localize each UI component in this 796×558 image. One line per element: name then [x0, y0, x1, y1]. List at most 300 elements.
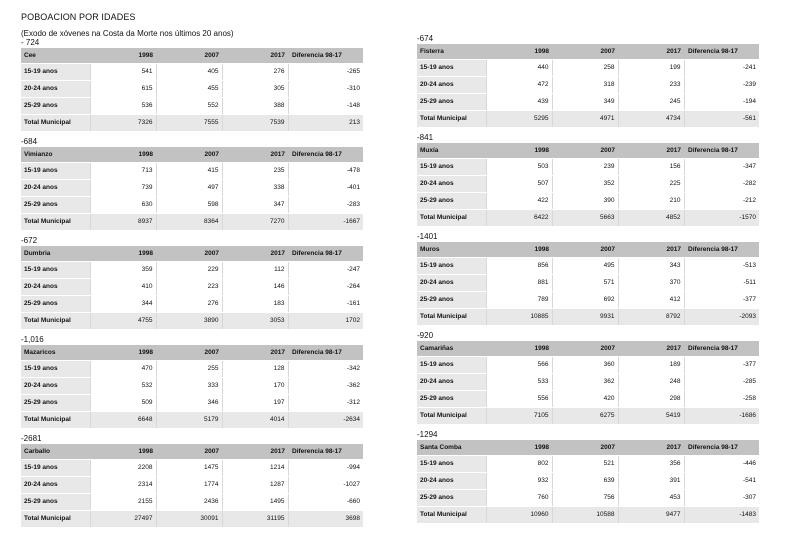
table-row: [417, 257, 759, 274]
table-cell: 7326: [90, 114, 156, 131]
column-header: 2017: [222, 48, 288, 63]
row-label: Total Municipal: [21, 510, 90, 527]
row-label: 20-24 anos: [21, 377, 90, 394]
table-cell: 4755: [90, 312, 156, 329]
table-row: [21, 80, 363, 97]
row-label: 15-19 anos: [417, 257, 486, 274]
table-cell: 455: [156, 80, 222, 97]
table-header-row: [21, 444, 363, 459]
table-cell: 213: [288, 114, 363, 131]
table-cell: 390: [552, 192, 618, 209]
table-cell: 692: [552, 291, 618, 308]
column-header: 2007: [156, 147, 222, 162]
table-cell: -446: [684, 455, 759, 472]
age-table: [21, 48, 363, 132]
table-header-row: [21, 345, 363, 360]
table-row: [21, 476, 363, 493]
table-row: [417, 472, 759, 489]
row-label: 20-24 anos: [21, 278, 90, 295]
table-cell: 756: [552, 489, 618, 506]
table-cell: 8364: [156, 213, 222, 230]
table-row: [21, 213, 363, 230]
table-cell: 3890: [156, 312, 222, 329]
municipality-name: Carballo: [21, 444, 90, 459]
table-cell: -342: [288, 360, 363, 377]
table-row: [417, 110, 759, 127]
municipality-block: [21, 236, 363, 330]
table-cell: 6275: [552, 407, 618, 424]
municipality-block: [417, 430, 759, 524]
table-cell: 31195: [222, 510, 288, 527]
table-cell: -312: [288, 394, 363, 411]
table-cell: 2314: [90, 476, 156, 493]
table-cell: -511: [684, 274, 759, 291]
table-cell: 352: [552, 175, 618, 192]
population-change: -672: [21, 236, 38, 245]
column-header: Diferencia 98-17: [288, 444, 363, 459]
table-cell: 4734: [618, 110, 684, 127]
column-header: 2007: [552, 242, 618, 257]
table-row: [21, 459, 363, 476]
table-cell: 536: [90, 97, 156, 114]
table-cell: 233: [618, 76, 684, 93]
column-header: 2017: [618, 44, 684, 59]
population-change: -920: [417, 331, 434, 340]
table-row: [417, 455, 759, 472]
table-header-row: [417, 242, 759, 257]
table-row: [417, 356, 759, 373]
table-row: [21, 261, 363, 278]
table-cell: 7105: [486, 407, 552, 424]
table-cell: -377: [684, 356, 759, 373]
table-row: [417, 274, 759, 291]
column-header: 1998: [486, 341, 552, 356]
table-row: [417, 291, 759, 308]
table-cell: 4852: [618, 209, 684, 226]
table-row: [21, 394, 363, 411]
table-cell: -264: [288, 278, 363, 295]
table-cell: 3698: [288, 510, 363, 527]
table-cell: 3053: [222, 312, 288, 329]
table-cell: 276: [222, 63, 288, 80]
column-header: 2017: [222, 246, 288, 261]
table-cell: 388: [222, 97, 288, 114]
column-header: 2017: [222, 147, 288, 162]
table-cell: 170: [222, 377, 288, 394]
column-header: 2017: [618, 341, 684, 356]
table-cell: 405: [156, 63, 222, 80]
row-label: 25-29 anos: [417, 192, 486, 209]
row-label: 20-24 anos: [21, 476, 90, 493]
row-label: 25-29 anos: [21, 196, 90, 213]
table-row: [417, 489, 759, 506]
table-row: [417, 209, 759, 226]
column-header: 2017: [222, 444, 288, 459]
table-cell: 30091: [156, 510, 222, 527]
table-cell: 245: [618, 93, 684, 110]
table-cell: 338: [222, 179, 288, 196]
table-cell: -307: [684, 489, 759, 506]
row-label: Total Municipal: [417, 407, 486, 424]
table-cell: -241: [684, 59, 759, 76]
row-label: 25-29 anos: [417, 93, 486, 110]
table-cell: -285: [684, 373, 759, 390]
row-label: 15-19 anos: [417, 356, 486, 373]
table-row: [21, 360, 363, 377]
municipality-name: Mazaricos: [21, 345, 90, 360]
table-cell: 760: [486, 489, 552, 506]
table-row: [417, 407, 759, 424]
population-change: -1294: [417, 430, 438, 439]
row-label: 15-19 anos: [21, 261, 90, 278]
table-cell: 318: [552, 76, 618, 93]
table-cell: 210: [618, 192, 684, 209]
table-cell: 370: [618, 274, 684, 291]
age-table: [21, 444, 363, 528]
table-cell: 410: [90, 278, 156, 295]
table-cell: 305: [222, 80, 288, 97]
table-cell: -161: [288, 295, 363, 312]
population-change: -2681: [21, 434, 42, 443]
table-cell: 598: [156, 196, 222, 213]
table-row: [417, 308, 759, 325]
municipality-block: [417, 331, 759, 425]
table-cell: -1667: [288, 213, 363, 230]
table-cell: 739: [90, 179, 156, 196]
table-cell: 420: [552, 390, 618, 407]
column-header: 2017: [618, 242, 684, 257]
table-cell: 556: [486, 390, 552, 407]
table-cell: 391: [618, 472, 684, 489]
table-cell: -541: [684, 472, 759, 489]
table-cell: 533: [486, 373, 552, 390]
table-cell: 856: [486, 257, 552, 274]
row-label: Total Municipal: [417, 110, 486, 127]
row-label: 15-19 anos: [417, 455, 486, 472]
column-header: 2007: [552, 341, 618, 356]
municipality-name: Muros: [417, 242, 486, 257]
table-cell: 343: [618, 257, 684, 274]
table-cell: 532: [90, 377, 156, 394]
table-row: [417, 93, 759, 110]
table-cell: 713: [90, 162, 156, 179]
row-label: Total Municipal: [21, 411, 90, 428]
municipality-block: [21, 335, 363, 429]
table-cell: 6422: [486, 209, 552, 226]
table-cell: 197: [222, 394, 288, 411]
municipality-block: [21, 137, 363, 231]
table-header-row: [417, 440, 759, 455]
table-cell: 1214: [222, 459, 288, 476]
population-change: -684: [21, 137, 38, 146]
table-cell: 2208: [90, 459, 156, 476]
table-cell: -377: [684, 291, 759, 308]
row-label: 15-19 anos: [21, 360, 90, 377]
table-header-row: [21, 147, 363, 162]
table-row: [21, 179, 363, 196]
column-header: 1998: [90, 444, 156, 459]
row-label: 25-29 anos: [21, 493, 90, 510]
age-table: [417, 242, 759, 326]
row-label: 15-19 anos: [417, 158, 486, 175]
column-header: Diferencia 98-17: [288, 246, 363, 261]
age-table: [417, 341, 759, 425]
column-header: 2007: [552, 440, 618, 455]
table-cell: 356: [618, 455, 684, 472]
column-header: 2007: [552, 44, 618, 59]
table-cell: -282: [684, 175, 759, 192]
table-cell: 183: [222, 295, 288, 312]
column-header: 1998: [90, 345, 156, 360]
column-header: 1998: [90, 48, 156, 63]
row-label: 20-24 anos: [417, 76, 486, 93]
table-cell: 412: [618, 291, 684, 308]
row-label: 25-29 anos: [21, 295, 90, 312]
table-row: [21, 411, 363, 428]
municipality-block: [21, 434, 363, 528]
table-cell: 5179: [156, 411, 222, 428]
table-row: [21, 493, 363, 510]
table-cell: 541: [90, 63, 156, 80]
table-header-row: [417, 44, 759, 59]
page-subtitle: (Exodo de xóvenes na Costa da Morte nos últimos 20 anos): [21, 29, 234, 38]
column-header: Diferencia 98-17: [288, 147, 363, 162]
column-header: 2017: [222, 345, 288, 360]
population-change: -1401: [417, 232, 438, 241]
table-cell: -194: [684, 93, 759, 110]
table-cell: 4971: [552, 110, 618, 127]
table-cell: -994: [288, 459, 363, 476]
table-row: [417, 158, 759, 175]
table-cell: -265: [288, 63, 363, 80]
table-cell: 7555: [156, 114, 222, 131]
municipality-name: Vimianzo: [21, 147, 90, 162]
column-header: Diferencia 98-17: [684, 143, 759, 158]
population-change: -674: [417, 34, 434, 43]
age-table: [21, 246, 363, 330]
table-header-row: [21, 48, 363, 63]
table-cell: 298: [618, 390, 684, 407]
table-cell: -247: [288, 261, 363, 278]
table-row: [417, 175, 759, 192]
table-cell: 802: [486, 455, 552, 472]
table-cell: 8792: [618, 308, 684, 325]
table-cell: -2093: [684, 308, 759, 325]
table-cell: 146: [222, 278, 288, 295]
municipality-block: [417, 133, 759, 227]
table-cell: 5295: [486, 110, 552, 127]
table-cell: 439: [486, 93, 552, 110]
table-cell: -1027: [288, 476, 363, 493]
column-header: 1998: [486, 440, 552, 455]
row-label: 25-29 anos: [21, 394, 90, 411]
row-label: 25-29 anos: [417, 291, 486, 308]
table-cell: 8937: [90, 213, 156, 230]
table-cell: 453: [618, 489, 684, 506]
table-row: [417, 506, 759, 523]
table-cell: 360: [552, 356, 618, 373]
table-cell: 225: [618, 175, 684, 192]
table-cell: 932: [486, 472, 552, 489]
table-cell: 5419: [618, 407, 684, 424]
table-cell: 235: [222, 162, 288, 179]
row-label: Total Municipal: [21, 114, 90, 131]
row-label: Total Municipal: [417, 308, 486, 325]
row-label: 25-29 anos: [417, 489, 486, 506]
table-cell: 495: [552, 257, 618, 274]
table-cell: -1570: [684, 209, 759, 226]
row-label: 20-24 anos: [417, 373, 486, 390]
table-cell: 7539: [222, 114, 288, 131]
table-cell: 5663: [552, 209, 618, 226]
column-header: 1998: [90, 246, 156, 261]
table-cell: 199: [618, 59, 684, 76]
age-table: [417, 44, 759, 128]
table-cell: 359: [90, 261, 156, 278]
table-cell: -212: [684, 192, 759, 209]
table-header-row: [417, 341, 759, 356]
table-cell: -258: [684, 390, 759, 407]
table-row: [417, 373, 759, 390]
table-cell: 27497: [90, 510, 156, 527]
table-cell: -401: [288, 179, 363, 196]
table-cell: -561: [684, 110, 759, 127]
table-cell: 10588: [552, 506, 618, 523]
municipality-name: Cee: [21, 48, 90, 63]
table-cell: -478: [288, 162, 363, 179]
table-cell: 255: [156, 360, 222, 377]
municipality-name: Camariñas: [417, 341, 486, 356]
table-row: [21, 114, 363, 131]
row-label: 20-24 anos: [417, 472, 486, 489]
column-header: 2007: [156, 246, 222, 261]
row-label: 25-29 anos: [417, 390, 486, 407]
table-cell: 1702: [288, 312, 363, 329]
row-label: 20-24 anos: [21, 179, 90, 196]
table-cell: 10885: [486, 308, 552, 325]
municipality-block: [417, 232, 759, 326]
table-cell: 189: [618, 356, 684, 373]
row-label: 15-19 anos: [417, 59, 486, 76]
age-table: [21, 345, 363, 429]
table-cell: 9931: [552, 308, 618, 325]
column-header: Diferencia 98-17: [288, 48, 363, 63]
row-label: Total Municipal: [21, 312, 90, 329]
table-cell: 422: [486, 192, 552, 209]
municipality-name: Muxía: [417, 143, 486, 158]
table-row: [417, 390, 759, 407]
table-row: [417, 76, 759, 93]
table-row: [417, 192, 759, 209]
column-header: 1998: [486, 44, 552, 59]
table-cell: -1483: [684, 506, 759, 523]
row-label: 25-29 anos: [21, 97, 90, 114]
table-cell: 128: [222, 360, 288, 377]
row-label: 20-24 anos: [417, 274, 486, 291]
table-header-row: [417, 143, 759, 158]
table-row: [21, 97, 363, 114]
table-cell: 362: [552, 373, 618, 390]
table-cell: 630: [90, 196, 156, 213]
row-label: 20-24 anos: [21, 80, 90, 97]
table-cell: 2436: [156, 493, 222, 510]
table-cell: 507: [486, 175, 552, 192]
municipality-block: [417, 34, 759, 128]
table-cell: 346: [156, 394, 222, 411]
column-header: 1998: [486, 242, 552, 257]
table-cell: 156: [618, 158, 684, 175]
population-change: -1,016: [21, 335, 44, 344]
table-cell: 349: [552, 93, 618, 110]
age-table: [417, 143, 759, 227]
table-cell: 1287: [222, 476, 288, 493]
page-title: POBOACION POR IDADES: [21, 12, 136, 22]
table-cell: 521: [552, 455, 618, 472]
column-header: 2007: [156, 48, 222, 63]
table-cell: 239: [552, 158, 618, 175]
column-header: 2007: [552, 143, 618, 158]
table-cell: 6648: [90, 411, 156, 428]
row-label: 20-24 anos: [417, 175, 486, 192]
population-change: -841: [417, 133, 434, 142]
column-header: Diferencia 98-17: [684, 440, 759, 455]
age-table: [21, 147, 363, 231]
table-cell: 881: [486, 274, 552, 291]
table-cell: 503: [486, 158, 552, 175]
table-cell: 9477: [618, 506, 684, 523]
table-cell: 276: [156, 295, 222, 312]
table-cell: 639: [552, 472, 618, 489]
table-cell: 566: [486, 356, 552, 373]
table-row: [21, 196, 363, 213]
table-cell: 1475: [156, 459, 222, 476]
table-cell: 571: [552, 274, 618, 291]
municipality-name: Santa Comba: [417, 440, 486, 455]
table-cell: 248: [618, 373, 684, 390]
table-cell: 344: [90, 295, 156, 312]
table-row: [21, 162, 363, 179]
population-change: - 724: [21, 38, 40, 47]
municipality-block: [21, 38, 363, 132]
table-cell: 2155: [90, 493, 156, 510]
table-cell: 789: [486, 291, 552, 308]
municipality-name: Fisterra: [417, 44, 486, 59]
table-cell: -1686: [684, 407, 759, 424]
table-cell: 552: [156, 97, 222, 114]
table-cell: 4014: [222, 411, 288, 428]
column-header: 2017: [618, 440, 684, 455]
table-cell: 1774: [156, 476, 222, 493]
table-cell: 415: [156, 162, 222, 179]
table-row: [21, 377, 363, 394]
age-table: [417, 440, 759, 524]
row-label: Total Municipal: [21, 213, 90, 230]
column-header: Diferencia 98-17: [288, 345, 363, 360]
table-cell: 10960: [486, 506, 552, 523]
row-label: Total Municipal: [417, 209, 486, 226]
column-header: 1998: [486, 143, 552, 158]
table-row: [21, 278, 363, 295]
table-cell: -362: [288, 377, 363, 394]
table-cell: 347: [222, 196, 288, 213]
column-header: 1998: [90, 147, 156, 162]
table-cell: 223: [156, 278, 222, 295]
table-cell: -148: [288, 97, 363, 114]
table-cell: 229: [156, 261, 222, 278]
column-header: Diferencia 98-17: [684, 44, 759, 59]
table-row: [21, 295, 363, 312]
table-cell: -660: [288, 493, 363, 510]
